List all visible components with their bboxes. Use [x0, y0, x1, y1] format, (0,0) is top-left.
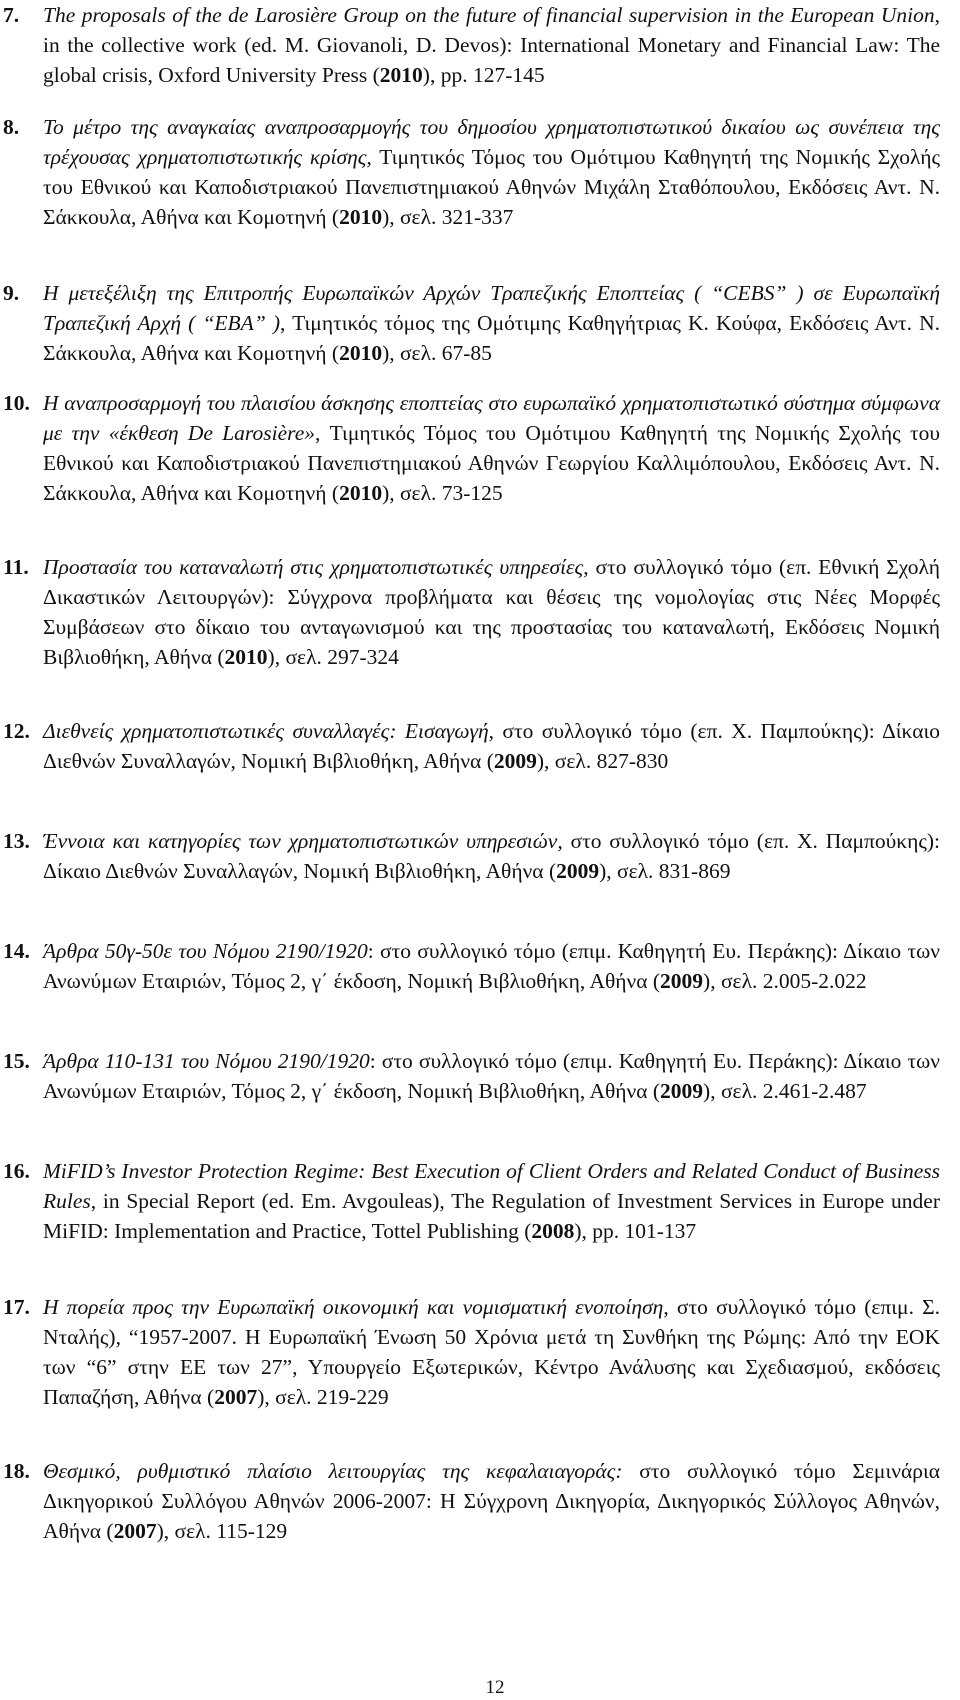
item-year: 2009	[556, 859, 600, 883]
item-number: 9.	[3, 281, 20, 305]
item-number: 10.	[3, 391, 30, 415]
item-title: MiFID’s Investor Protection Regime: Best Execution of Client Orders and Related Conduct of Business Rules	[43, 1159, 940, 1213]
item-year: 2010	[339, 205, 383, 229]
item-pages: ), σελ. 115-129	[156, 1519, 288, 1543]
item-year: 2009	[660, 1079, 704, 1103]
item-publication: , Τιμητικός Τόμος του Ομότιμου Καθηγητή της Νομικής Σχολής του Εθνικού και Καποδιστριακού Πανεπιστημιακού Αθηνών Μιχάλη Σταθόπουλου, Εκδόσεις Αντ. Ν. Σάκκουλα, Αθήνα και Κομοτηνή (	[43, 145, 940, 229]
item-publication: , στο συλλογικό τόμο (επ. Εθνική Σχολή Δικαστικών Λειτουργών): Σύγχρονα προβλήματα και θέσεις της νομολογίας στις Νέες Μορφές Συμβάσεων στο δίκαιο του ανταγωνισμού και της προστασίας του καταναλωτή, Εκδόσεις Νομική Βιβλιοθήκη, Αθήνα (	[43, 555, 941, 669]
item-title: Προστασία του καταναλωτή στις χρηματοπιστωτικές υπηρεσίες	[43, 555, 584, 579]
item-text	[43, 112, 940, 232]
item-year: 2010	[339, 481, 383, 505]
item-title: Η πορεία προς την Ευρωπαϊκή οικονομική και νομισματική ενοποίηση	[43, 1295, 664, 1319]
item-number: 12.	[3, 719, 30, 743]
item-pages: ), pp. 101-137	[574, 1219, 697, 1243]
item-text	[43, 716, 940, 776]
item-text	[43, 1156, 940, 1246]
item-pages: ), σελ. 67-85	[382, 341, 492, 365]
item-pages: ), σελ. 2.461-2.487	[703, 1079, 867, 1103]
item-title: Άρθρα 50γ-50ε του Νόμου 2190/1920	[43, 939, 368, 963]
item-pages: ), σελ. 73-125	[382, 481, 503, 505]
item-publication: , Τιμητικός τόμος της Ομότιμης Καθηγήτριας Κ. Κούφα, Εκδόσεις Αντ. Ν. Σάκκουλα, Αθήνα και Κομοτηνή (	[43, 311, 940, 365]
item-year: 2009	[660, 969, 704, 993]
item-pages: ), pp. 127-145	[422, 63, 545, 87]
item-text	[43, 1046, 940, 1106]
item-pages: ), σελ. 2.005-2.022	[703, 969, 867, 993]
item-year: 2008	[531, 1219, 575, 1243]
item-year: 2007	[113, 1519, 157, 1543]
item-publication: στο συλλογικό τόμο (επ. Χ. Παμπούκης): Δίκαιο Διεθνών Συναλλαγών, Νομική Βιβλιοθήκη, Αθήνα (	[43, 719, 941, 773]
item-number: 15.	[3, 1049, 30, 1073]
item-year: 2010	[224, 645, 268, 669]
item-text	[43, 826, 940, 886]
item-title: Η αναπροσαρμογή του πλαισίου άσκησης εποπτείας στο ευρωπαϊκό χρηματοπιστωτικό σύστημα σύμφωνα με την «έκθεση De Larosière»	[43, 391, 940, 445]
item-title: Άρθρα 110-131 του Νόμου 2190/1920	[43, 1049, 370, 1073]
item-year: 2010	[339, 341, 383, 365]
item-pages: ), σελ. 827-830	[536, 749, 669, 773]
item-number: 7.	[3, 3, 20, 27]
item-publication: , Τιμητικός Τόμος του Ομότιμου Καθηγητή της Νομικής Σχολής του Εθνικού και Καποδιστριακού Πανεπιστημιακού Αθηνών Γεωργίου Καλλιμόπουλου, Εκδόσεις Αντ. Ν. Σάκκουλα, Αθήνα και Κομοτηνή (	[43, 421, 941, 505]
item-title: Έννοια και κατηγορίες των χρηματοπιστωτικών υπηρεσιών,	[43, 829, 563, 853]
item-publication: : στο συλλογικό τόμο (επιμ. Καθηγητή Ευ. Περάκης): Δίκαιο των Ανωνύμων Εταιριών, Τόμος 2, γ΄ έκδοση, Νομική Βιβλιοθήκη, Αθήνα (	[43, 1049, 940, 1103]
item-pages: ), σελ. 297-324	[267, 645, 399, 669]
item-pages: ), σελ. 831-869	[599, 859, 731, 883]
item-number: 8.	[3, 115, 20, 139]
item-title: Η μετεξέλιξη της Επιτροπής Ευρωπαϊκών Αρχών Τραπεζικής Εποπτείας ( “CEBS” ) σε Ευρωπαϊκή Τραπεζική Αρχή ( “EBA” )	[43, 281, 940, 335]
item-title: Το μέτρο της αναγκαίας αναπροσαρμογής του δημοσίου χρηματοπιστωτικού δικαίου ως συνέπεια της τρέχουσας χρηματοπιστωτικής κρίσης	[43, 115, 940, 169]
item-text	[43, 0, 940, 90]
item-text	[43, 278, 940, 368]
item-year: 2007	[214, 1385, 258, 1409]
item-publication: , in the collective work (ed. M. Giovanoli, D. Devos): International Monetary and Financial Law: The global crisis, Oxford University Press (	[43, 3, 940, 87]
item-publication: στο συλλογικό τόμο (επ. Χ. Παμπούκης): Δίκαιο Διεθνών Συναλλαγών, Νομική Βιβλιοθήκη, Αθήνα (	[43, 829, 940, 883]
item-number: 14.	[3, 939, 30, 963]
item-pages: ), σελ. 321-337	[382, 205, 514, 229]
item-number: 16.	[3, 1159, 30, 1183]
item-number: 18.	[3, 1459, 30, 1483]
item-text	[43, 1456, 940, 1546]
page-number: 12	[485, 1677, 505, 1698]
item-year: 2009	[493, 749, 537, 773]
page-footer	[0, 1677, 960, 1699]
item-publication: , στο συλλογικό τόμο (επιμ. Σ. Νταλής), “1957-2007. Η Ευρωπαϊκή Ένωση 50 Χρόνια μετά τη Συνθήκη της Ρώμης: Από την ΕΟΚ των “6” στην ΕΕ των 27”, Υπουργείο Εξωτερικών, Κέντρο Ανάλυσης και Σχεδιασμού, εκδόσεις Παπαζήση, Αθήνα (	[43, 1295, 940, 1409]
item-number: 11.	[3, 555, 29, 579]
item-text	[43, 552, 940, 672]
item-text	[43, 936, 940, 996]
item-title: Θεσμικό, ρυθμιστικό πλαίσιο λειτουργίας της κεφαλαιαγοράς:	[43, 1459, 623, 1483]
item-title: The proposals of the de Larosière Group on the future of financial supervision in the European Union	[43, 3, 935, 27]
item-pages: ), σελ. 219-229	[257, 1385, 389, 1409]
item-number: 17.	[3, 1295, 30, 1319]
item-text	[43, 1292, 940, 1412]
item-number: 13.	[3, 829, 30, 853]
item-publication: : στο συλλογικό τόμο (επιμ. Καθηγητή Ευ. Περάκης): Δίκαιο των Ανωνύμων Εταιριών, Τόμος 2, γ΄ έκδοση, Νομική Βιβλιοθήκη, Αθήνα (	[43, 939, 940, 993]
item-publication: , in Special Report (ed. Em. Avgouleas), The Regulation of Investment Services in Europe under MiFID: Implementation and Practice, Tottel Publishing (	[43, 1189, 940, 1243]
item-year: 2010	[379, 63, 423, 87]
item-text	[43, 388, 940, 508]
item-title: Διεθνείς χρηματοπιστωτικές συναλλαγές: Εισαγωγή,	[43, 719, 495, 743]
item-publication: στο συλλογικό τόμο Σεμινάρια Δικηγορικού Συλλόγου Αθηνών 2006-2007: Η Σύγχρονη Δικηγορία, Δικηγορικός Σύλλογος Αθηνών, Αθήνα (	[43, 1459, 940, 1543]
